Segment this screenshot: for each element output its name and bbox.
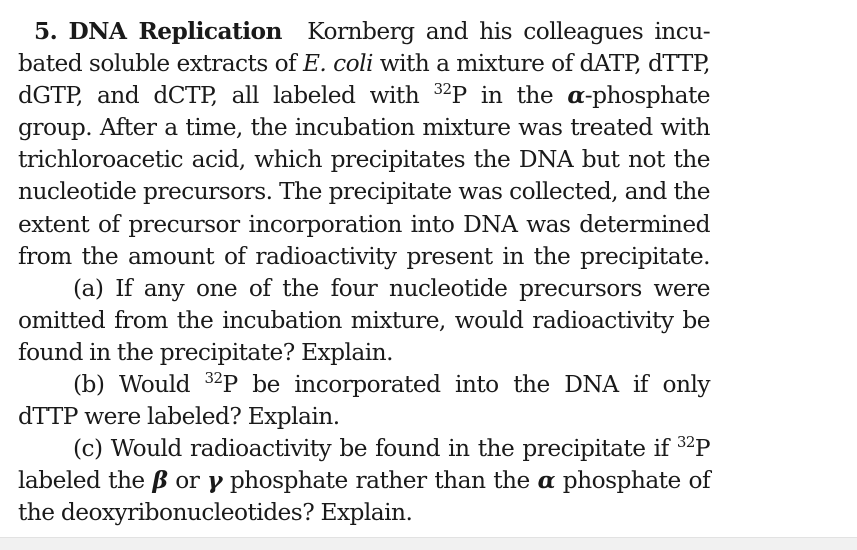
isotope-superscript-c: 32 [676,433,695,452]
isotope-superscript-b: 32 [204,369,223,388]
part-b-line-1 [18,369,710,401]
bottom-scroll-strip [0,537,857,550]
part-c-line-2-text-g: phosphate of [562,467,711,495]
part-b-line-1-text-c: P be incorporated into the DNA if only [222,371,710,399]
isotope-superscript: 32 [433,80,452,99]
intro-line-3-text-e: -phosphate [584,82,711,110]
part-b-line-2: dTTP were labeled? Explain. [18,403,340,431]
alpha-symbol: α [567,82,585,110]
intro-line-3-text-a: dGTP, and dCTP, all labeled with [18,82,420,110]
part-c-line-2-text-a: labeled the [18,467,145,495]
part-a-line-3: found in the precipitate? Explain. [18,338,393,366]
intro-line-8: from the amount of radioactivity present in the precipitate. [18,242,710,270]
intro-line-4: group. After a time, the incubation mixture was treated with [18,114,710,142]
part-c-line-2 [18,465,710,497]
problem-number: 5. [34,18,58,45]
species-name: E. coli [302,50,373,78]
intro-line-5: trichloroacetic acid, which precipitates the DNA but not the [18,146,710,174]
gamma-symbol: γ [207,467,222,495]
intro-line-7: extent of precursor incorporation into DNA was determined [18,210,710,238]
intro-line-2 [18,48,710,80]
intro-line-1: Kornberg and his colleagues incu- [307,18,711,45]
intro-line-3 [18,80,710,112]
part-b-line-1-text-a: (b) Would [73,371,190,399]
beta-symbol: β [152,467,168,495]
problem-title: DNA Replication [68,18,282,45]
part-a-line-1: (a) If any one of the four nucleotide precursors were [73,274,710,302]
problem-heading-line [18,16,710,48]
intro-line-3-text-c: P in the [451,82,554,110]
part-c-line-1-text-a: (c) Would radioactivity be found in the precipitate if [73,435,669,463]
part-c-line-2-text-c: or [175,467,200,495]
problem-5 [18,16,710,530]
intro-line-2-text-a: bated soluble extracts of [18,50,297,78]
intro-line-6: nucleotide precursors. The precipitate was collected, and the [18,178,710,206]
part-c-line-3: the deoxyribonucleotides? Explain. [18,499,413,527]
intro-line-2-text-c: with a mixture of dATP, dTTP, [379,50,710,78]
part-c-line-1-text-c: P [694,435,710,463]
part-c-line-2-text-e: phosphate rather than the [229,467,530,495]
alpha-symbol-c: α [537,467,555,495]
part-a-line-2: omitted from the incubation mixture, would radioactivity be [18,306,710,334]
part-c-line-1 [18,433,710,465]
